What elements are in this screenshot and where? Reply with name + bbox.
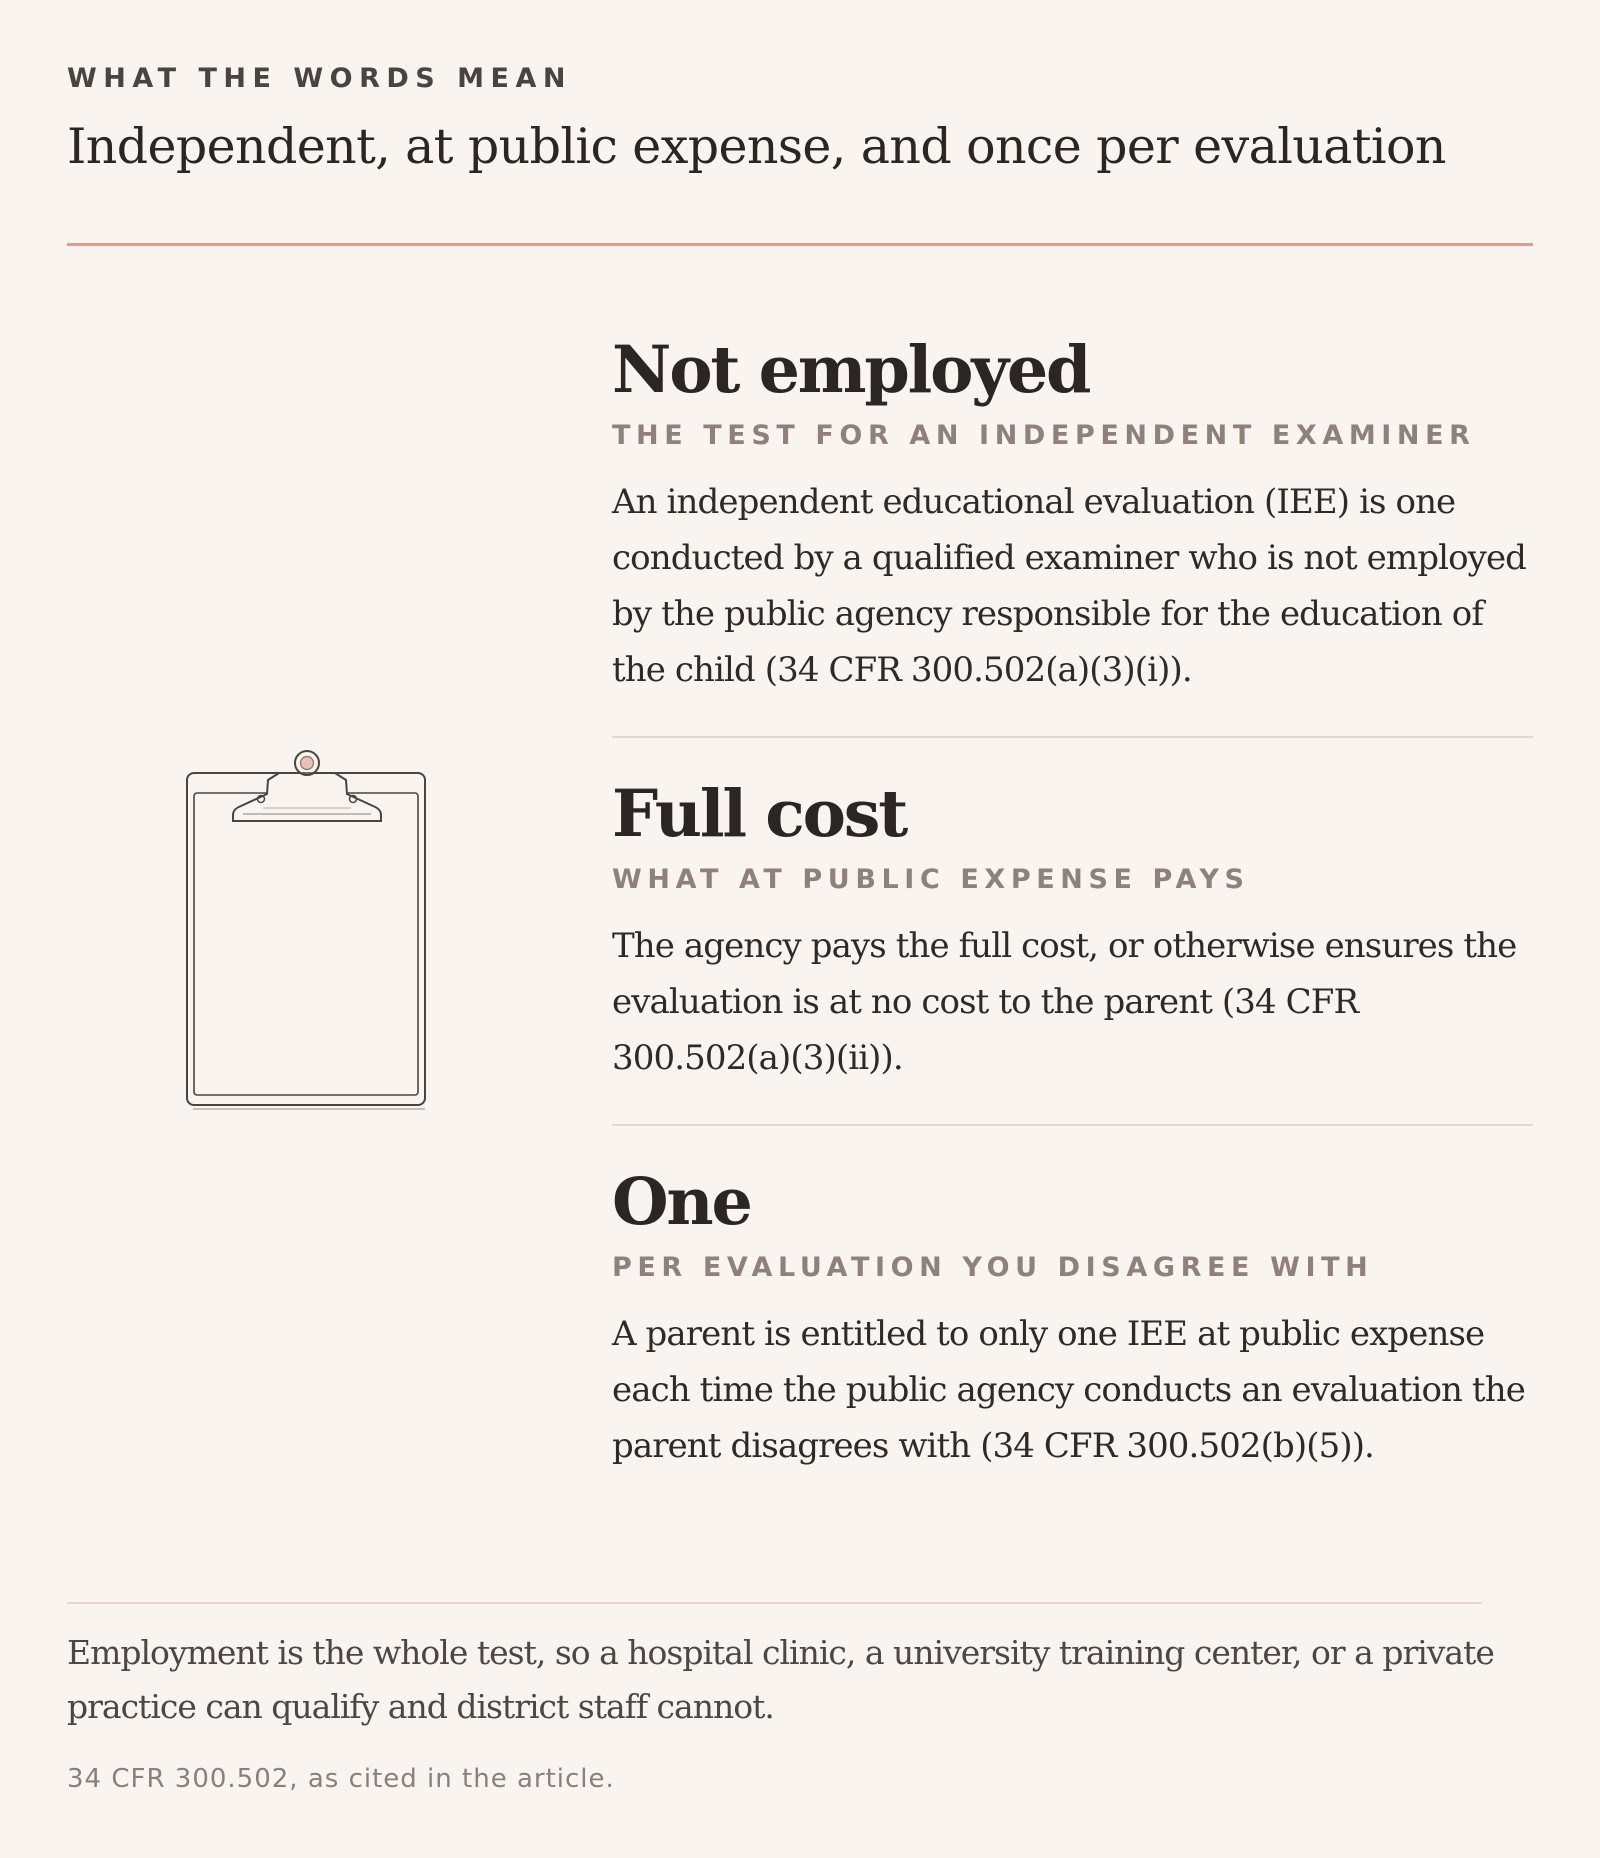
definition-subtitle: PER EVALUATION YOU DISAGREE WITH <box>612 1252 1374 1283</box>
definition-title: One <box>612 1164 751 1240</box>
footer-note: Employment is the whole test, so a hospital clinic, a university training center, or a private practice can qualify and district staff cannot. <box>67 1633 1494 1726</box>
definition-body: A parent is entitled to only one IEE at public expense each time the public agency conducts an evaluation the parent disagrees with (34 CFR 300.502(b)(5)). <box>612 1314 1525 1466</box>
definition-subtitle: WHAT AT PUBLIC EXPENSE PAYS <box>612 864 1250 895</box>
definition-divider <box>612 1124 1533 1126</box>
definition-one <box>612 1164 1533 1474</box>
clipboard-icon <box>185 742 435 1112</box>
definition-body: An independent educational evaluation (IEE) is one conducted by a qualified examiner who is not employed by the public agency responsible for the education of the child (34 CFR 300.502(a)(3)(i)). <box>612 482 1527 690</box>
definition-title: Full cost <box>612 776 907 852</box>
definitions-list <box>612 332 1533 1474</box>
section-eyebrow: WHAT THE WORDS MEAN <box>67 63 572 94</box>
definition-divider <box>612 736 1533 738</box>
definition-subtitle: THE TEST FOR AN INDEPENDENT EXAMINER <box>612 420 1476 451</box>
page-title: Independent, at public expense, and once per evaluation <box>67 118 1446 175</box>
definition-title: Not employed <box>612 332 1090 408</box>
header-rule <box>67 243 1533 246</box>
definition-full-cost <box>612 776 1533 1086</box>
definition-not-employed <box>612 332 1533 698</box>
footer-rule <box>67 1602 1482 1604</box>
definition-body: The agency pays the full cost, or otherwise ensures the evaluation is at no cost to the parent (34 CFR 300.502(a)(3)(ii)). <box>612 926 1517 1078</box>
source-citation: 34 CFR 300.502, as cited in the article. <box>67 1764 615 1794</box>
